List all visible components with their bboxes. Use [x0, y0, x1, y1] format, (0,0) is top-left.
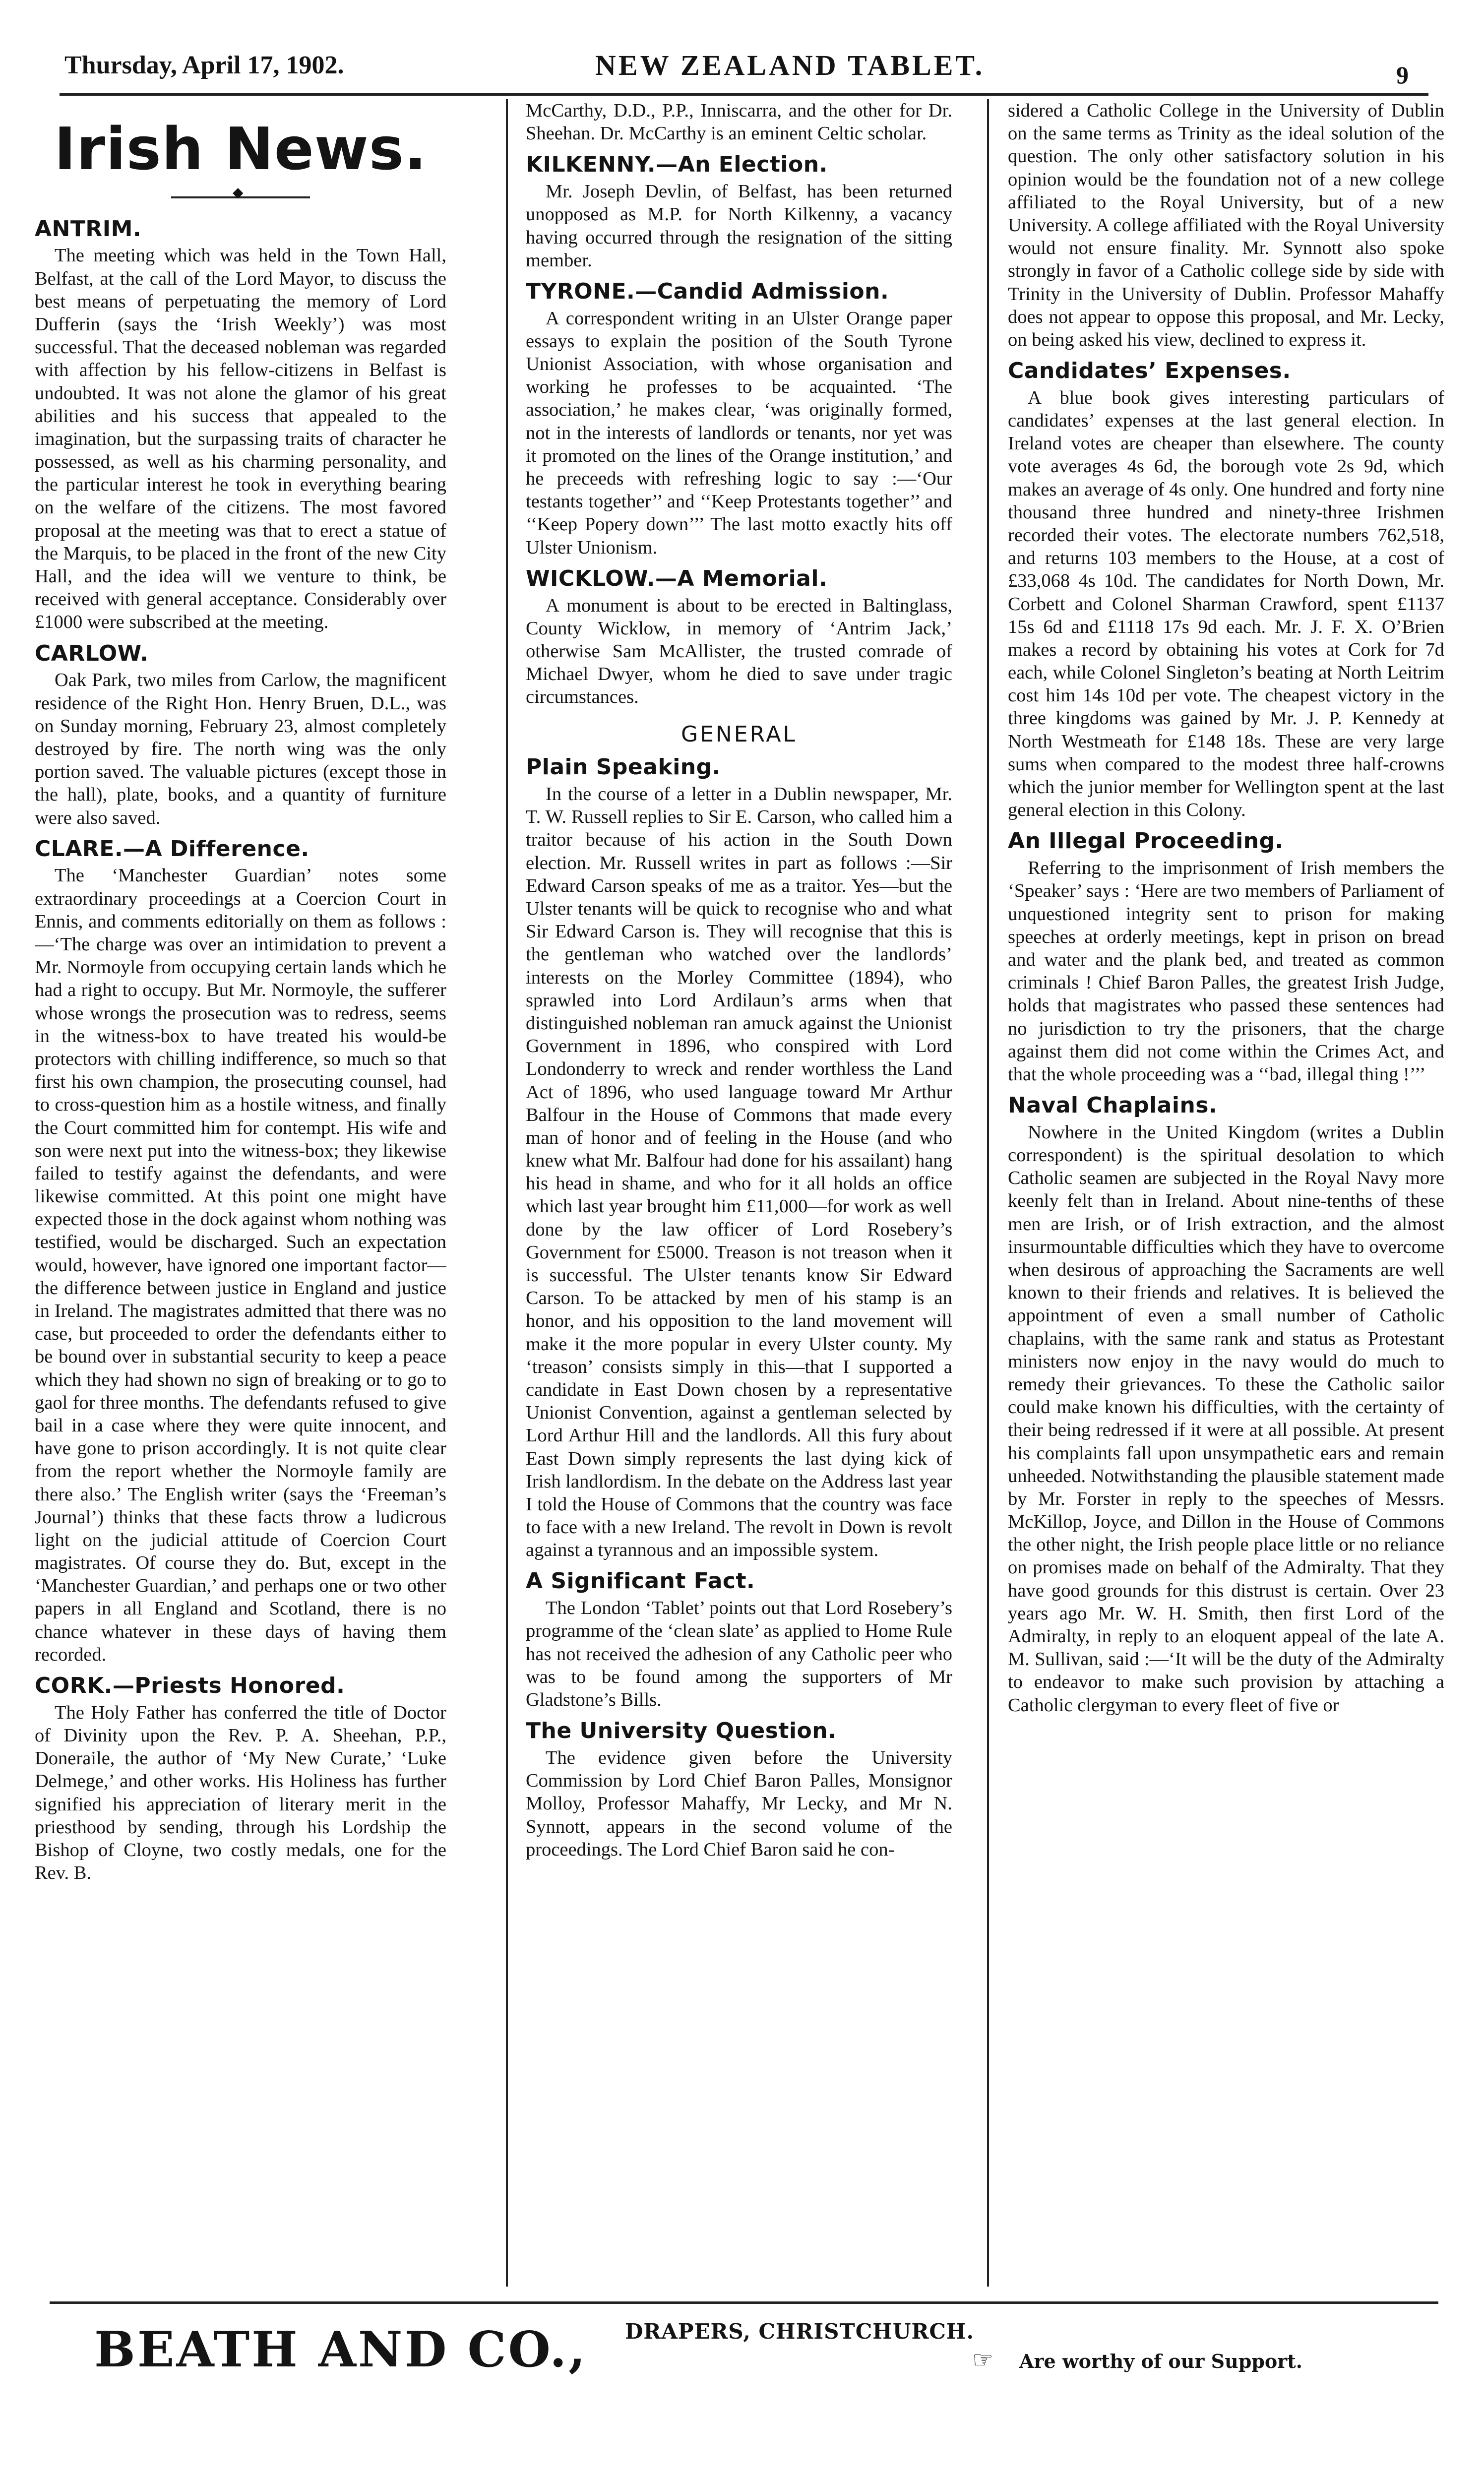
section-heading: GENERAL: [680, 721, 797, 747]
header-publication: NEW ZEALAND TABLET.: [595, 49, 985, 81]
article-heading: A Significant Fact.: [526, 1568, 755, 1594]
article-paragraph: The ‘Manchester Guardian’ notes some extraordinary proceedings at a Coercion Court in Ennis, and comments editorially on them as follows :—‘The charge was over an intimidation to prevent a Mr. Normoyle from occupying certain lands which he had a right to occupy. But Mr. Normoyle, the sufferer whose wrongs the prosecution was to redress, seems in the witness-box to have treated his would-be protectors with chilling indifference, so much so that first his own champion, the prosecuting counsel, had to cross-question him as a hostile witness, and finally the Court committed him for contempt. His wife and son were next put into the witness-box; they likewise failed to testify against the defendants, and were likewise committed. At this point one might have expected those in the dock against whom nothing was testified, would be discharged. Such an expectation would, however, have ignored one important factor—the difference between justice in England and justice in Ireland. The magistrates admitted that there was no case, but proceeded to order the defendants either to be bound over in substantial security to keep a peace which they had shown no sign of breaking or to go to gaol for three months. The defendants refused to give bail in a case where they were quite innocent, and have gone to prison accordingly. It is not quite clear from the report whether the Normoyle family are there also.’ The English writer (says the ‘Freeman’s Journal’) thinks that these facts throw a ludicrous light on the judicial attitude of Coercion Court magistrates. Of course they do. But, except in the ‘Manchester Guardian,’ and perhaps one or two other papers in all England and Scotland, there is no chance whatever in these days of having them recorded.: [35, 865, 446, 1665]
article-paragraph: McCarthy, D.D., P.P., Inniscarra, and the other for Dr. Sheehan. Dr. McCarthy is an eminent Celtic scholar.: [526, 100, 952, 144]
article-heading: ANTRIM.: [35, 216, 142, 242]
column-divider: [987, 99, 989, 2287]
article-paragraph: sidered a Catholic College in the University of Dublin on the same terms as Trinity as the ideal solution of the question. The only other satisfactory solution in his opinion would be the foundation not of a new college affiliated to the Royal University, but of a new University. A college affiliated with the Royal University would not ensure finality. Mr. Synnott also spoke strongly in favor of a Catholic college side by side with Trinity in the University of Dublin. Professor Mahaffy does not appear to oppose this proposal, and Mr. Lecky, on being asked his view, declined to express it.: [1008, 100, 1444, 350]
page-header: [60, 46, 1428, 89]
article-heading: KILKENNY.—An Election.: [526, 152, 828, 178]
page-title: Irish News.: [54, 115, 427, 183]
article-paragraph: In the course of a letter in a Dublin newspaper, Mr. T. W. Russell replies to Sir E. Carson, who called him a traitor because of his action in the South Down election. Mr. Russell writes in part as follows :—Sir Edward Carson speaks of me as a traitor. Yes—but the Ulster tenants will be quick to recognise who and what Sir Edward Carson is. They will recognise that this is the gentleman who watched over the landlords’ interests on the Morley Committee (1894), who sprawled into Lord Ardilaun’s arms when that distinguished nobleman ran amuck against the Unionist Government in 1896, who conspired with Lord Londonderry to wreck and render worthless the Land Act of 1896, who used language toward Mr Arthur Balfour in the House of Commons that made every man of honor and of feeling in the House (and who knew what Mr. Balfour had done for his assailant) hang his head in shame, and who for it all holds an office which last year brought him £11,000—for work as well done by the law officer of Lord Rosebery’s Government for £5000. Treason is not treason when it is successful. The Ulster tenants know Sir Edward Carson. To be attacked by men of his stamp is an honor, and his opposition to the land movement will make it the more popular in every Ulster county. My ‘treason’ consists simply in this—that I supported a candidate in East Down chosen by a representative Unionist Convention, against a gentleman selected by Lord Arthur Hill and the landlords. All this fury about East Down simply represents the last dying kick of Irish landlordism. In the debate on the Address last year I told the House of Commons that the country was face to face with a new Ireland. The revolt in Down is revolt against a tyrannous and an impossible system.: [526, 784, 952, 1561]
article-paragraph: The evidence given before the University Commission by Lord Chief Baron Palles, Monsignor Molloy, Professor Mahaffy, Mr Lecky, and Mr N. Synnott, appears in the second volume of the proceedings. The Lord Chief Baron said he con-: [526, 1747, 952, 1860]
support-slogan: Are worthy of our Support.: [1019, 2350, 1302, 2372]
advertisement-footer: [74, 2316, 1414, 2386]
page-number: 9: [1396, 61, 1409, 89]
article-paragraph: A monument is about to be erected in Baltinglass, County Wicklow, in memory of ‘Antrim Jack,’ otherwise Sam McAllister, the trusted comrade of Michael Dwyer, whom he died to save under tragic circumstances.: [526, 595, 952, 708]
article-heading: CLARE.—A Difference.: [35, 836, 309, 862]
header-date: Thursday, April 17, 1902.: [64, 51, 344, 79]
footer-rule: [50, 2301, 1438, 2304]
column-divider: [506, 99, 508, 2287]
header-rule: [60, 93, 1428, 96]
column-1: [35, 99, 446, 2282]
article-heading: CORK.—Priests Honored.: [35, 1673, 345, 1699]
advertiser-name: BEATH AND CO.,: [94, 2321, 588, 2378]
article-paragraph: Nowhere in the United Kingdom (writes a Dublin correspondent) is the spiritual desolation to which Catholic seamen are subjected in the Royal Navy more keenly felt than in Ireland. About nine-tenths of these men are Irish, or of Irish extraction, and the almost insurmountable difficulties which they have to overcome when desirous of approaching the Sacraments are well known to their friends and relatives. It is believed the appointment of even a small number of Catholic chaplains, with the same rank and status as Protestant ministers now enjoy in the navy would do much to remedy their grievances. To these the Catholic sailor could make known his difficulties, with the certainty of their being redressed if it were at all possible. At present his complaints fall upon unsympathetic ears and remain unheeded. Notwithstanding the plausible statement made by Mr. Forster in reply to the speeches of Messrs. McKillop, Joyce, and Dillon in the House of Commons the other night, the Irish people place little or no reliance on promises made on behalf of the Admiralty. That they have good grounds for this distrust is certain. Over 23 years ago Mr. W. H. Smith, then first Lord of the Admiralty, in reply to an eloquent appeal of the late A. M. Sullivan, said :—‘It will be the duty of the Admiralty to endeavor to make such provision by attaching a Catholic clergyman to every fleet of five or: [1008, 1121, 1444, 1716]
article-paragraph: Referring to the imprisonment of Irish members the ‘Speaker’ says : ‘Here are two members of Parliament of unquestioned integrity sent to prison for making speeches at orderly meetings, kept in prison on bread and water and the plank bed, and treated as common criminals ! Chief Baron Palles, the greatest Irish Judge, holds that magistrates who passed these sentences had no jurisdiction to try the prisoners, that the charge against them did not come within the Crimes Act, and that the whole proceeding was a ‘‘bad, illegal thing !’’’: [1008, 858, 1444, 1085]
pointing-hand-icon: ☞: [972, 2346, 994, 2374]
article-paragraph: A blue book gives interesting particulars of candidates’ expenses at the last general election. In Ireland votes are cheaper than elsewhere. The county vote averages 4s 6d, the borough vote 2s 9d, which makes an average of 4s only. One hundred and forty nine thousand three hundred and ninety-three Irishmen recorded their votes. The electorate numbers 762,518, and returns 103 members to the House, at a cost of £33,068 4s 10d. The candidates for North Down, Mr. Corbett and Colonel Sharman Crawford, spent £1137 15s 6d and £1118 17s 9d each. Mr. J. F. X. O’Brien makes a record by obtaining his votes at Cork for 7d each, while Colonel Singleton’s beating at North Leitrim cost him 14s 10d per vote. The cheapest victory in the three kingdoms was gained by Mr. J. P. Kennedy at North Westmeath for £148 18s. These are very large sums when compared to the modest three half-crowns which the junior member for Wellington spent at the last general election in this Colony.: [1008, 387, 1444, 821]
article-heading: Candidates’ Expenses.: [1008, 358, 1291, 384]
article-heading: TYRONE.—Candid Admission.: [526, 278, 889, 304]
article-paragraph: A correspondent writing in an Ulster Orange paper essays to explain the position of the South Tyrone Unionist Association, with whose organisation and working he professes to be acquainted. ‘The association,’ he makes clear, ‘was originally formed, not in the interests of landlords or tenants, nor yet was it promoted on the lines of the Orange institution,’ and he preceeds with refreshing logic to say :—‘Our testants together’’ and ‘‘Keep Protestants together’’ and ‘‘Keep Popery down’’’ The last motto exactly hits off Ulster Unionism.: [526, 308, 952, 558]
article-heading: An Illegal Proceeding.: [1008, 828, 1284, 854]
article-paragraph: The meeting which was held in the Town Hall, Belfast, at the call of the Lord Mayor, to discuss the best means of perpetuating the memory of Lord Dufferin (says the ‘Irish Weekly’) was most successful. That the deceased nobleman was regarded with affection by his fellow-citizens in Belfast is undoubted. It was not alone the glamor of his great abilities and his success that appealed to the imagination, but the surpassing traits of character he possessed, as well as his charming personality, and the particular interest he took in everything bearing on the welfare of the citizens. The most favored proposal at the meeting was that to erect a statue of the Marquis, to be placed in the front of the new City Hall, and the idea will we venture to think, be received with general acceptance. Considerably over £1000 were subscribed at the meeting.: [35, 245, 446, 633]
article-paragraph: Mr. Joseph Devlin, of Belfast, has been returned unopposed as M.P. for North Kilkenny, a vacancy having occurred through the resignation of the sitting member.: [526, 181, 952, 271]
title-ornament: [171, 196, 310, 198]
article-heading: CARLOW.: [35, 640, 149, 666]
advertiser-trade: DRAPERS, CHRISTCHURCH.: [625, 2319, 975, 2344]
article-paragraph: Oak Park, two miles from Carlow, the magnificent residence of the Right Hon. Henry Bruen, D.L., was on Sunday morning, February 23, almost completely destroyed by fire. The north wing was the only portion saved. The valuable pictures (except those in the hall), plate, books, and a quantity of furniture were also saved.: [35, 670, 446, 828]
column-2: [526, 99, 952, 2282]
article-heading: WICKLOW.—A Memorial.: [526, 565, 828, 591]
column-3: [1008, 99, 1444, 2282]
article-heading: Naval Chaplains.: [1008, 1093, 1218, 1118]
article-paragraph: The London ‘Tablet’ points out that Lord Rosebery’s programme of the ‘clean slate’ as applied to Home Rule has not received the adhesion of any Catholic peer who was to be found among the supporters of Mr Gladstone’s Bills.: [526, 1598, 952, 1711]
article-heading: Plain Speaking.: [526, 754, 721, 780]
article-heading: The University Question.: [526, 1718, 837, 1744]
article-paragraph: The Holy Father has conferred the title of Doctor of Divinity upon the Rev. P. A. Sheehan, P.P., Doneraile, the author of ‘My New Curate,’ ‘Luke Delmege,’ and other works. His Holiness has further signified his appreciation of literary merit in the priesthood by sending, through his Lordship the Bishop of Cloyne, two costly medals, one for the Rev. B.: [35, 1702, 446, 1884]
